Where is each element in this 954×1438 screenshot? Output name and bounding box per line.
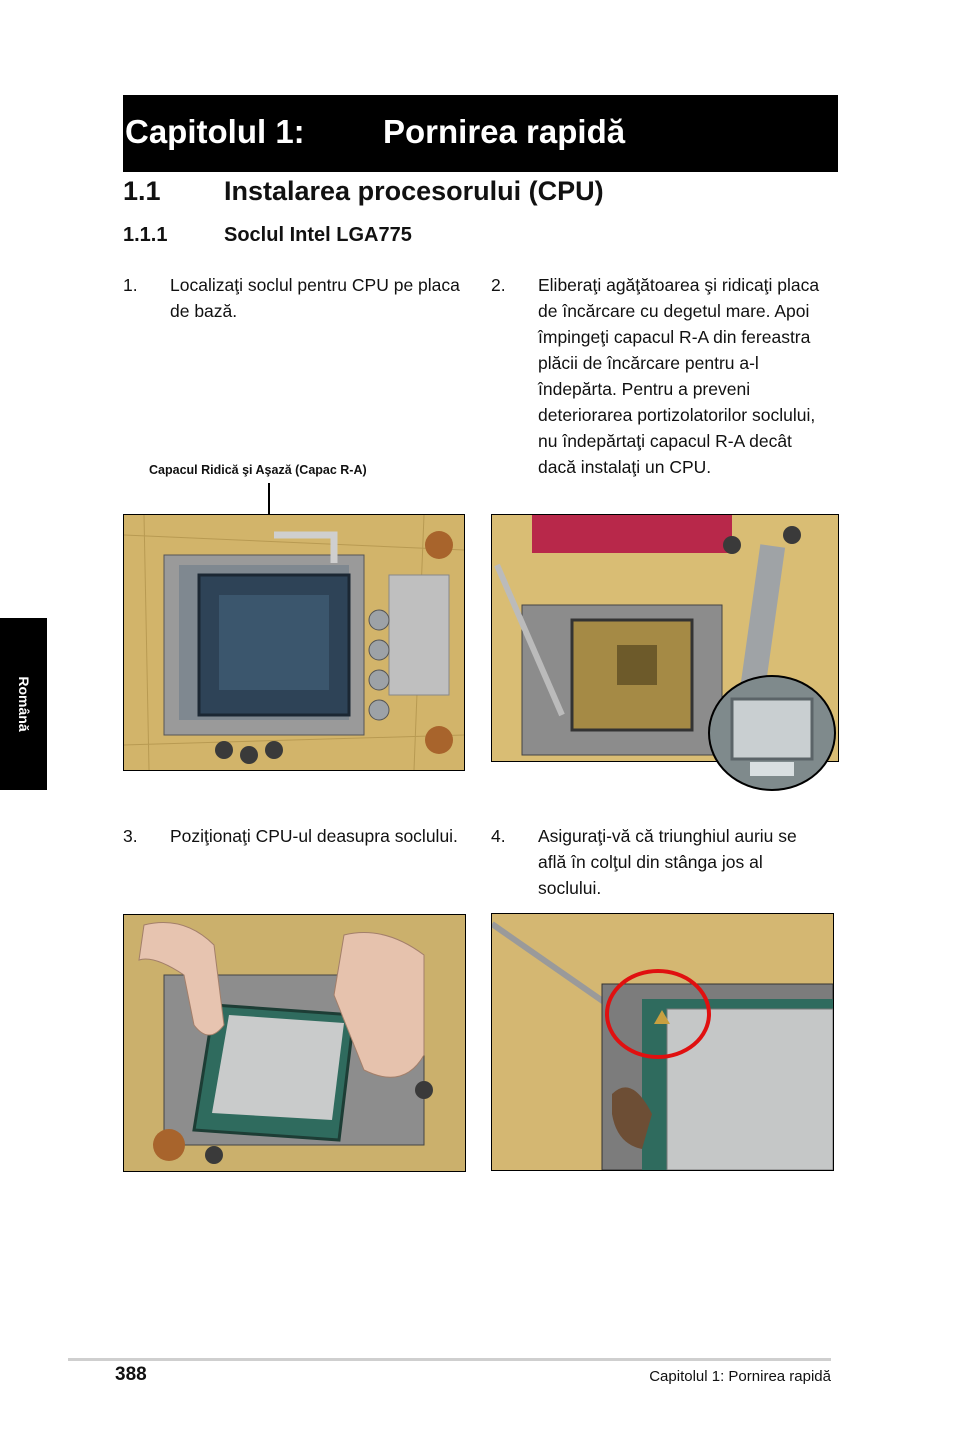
chapter-number: Capitolul 1: bbox=[125, 113, 305, 150]
subsection-title: Soclul Intel LGA775 bbox=[224, 224, 412, 246]
step-3-number: 3. bbox=[123, 826, 138, 846]
page-number: 388 bbox=[115, 1364, 147, 1385]
footer-chapter-title: Capitolul 1: Pornirea rapidă bbox=[649, 1368, 831, 1385]
photo-positioning-cpu bbox=[123, 914, 466, 1172]
subsection-number: 1.1.1 bbox=[123, 224, 168, 246]
photo-inset-cover-detail bbox=[708, 675, 836, 791]
step-4-text: Asiguraţi-vă că triunghiul auriu se află în colţul din stânga jos al soclului. bbox=[538, 826, 797, 898]
language-label: Română bbox=[15, 676, 32, 732]
section-title: Instalarea procesorului (CPU) bbox=[224, 176, 604, 206]
photo-triangle-corner bbox=[491, 913, 834, 1171]
photo-socket-with-cover bbox=[123, 514, 465, 771]
step-3-text: Poziţionaţi CPU-ul deasupra soclului. bbox=[170, 826, 458, 846]
step-1-text: Localizaţi soclul pentru CPU pe placa de bază. bbox=[170, 275, 460, 321]
footer-divider bbox=[68, 1358, 831, 1361]
step-2-text: Eliberaţi agăţătoarea şi ridicaţi placa de încărcare cu degetul mare. Apoi împingeţi capacul R-A din fereastra plăcii de încărcare pentru a-l îndepărta. Pentru a preveni deteriorarea portizolatorilor soclului, nu îndepărtaţi capacul R-A decât dacă instalaţi un CPU. bbox=[538, 275, 820, 477]
callout-label: Capacul Ridică şi Aşază (Capac R-A) bbox=[149, 463, 367, 477]
section-number: 1.1 bbox=[123, 176, 161, 206]
step-2-number: 2. bbox=[491, 275, 506, 295]
step-1-number: 1. bbox=[123, 275, 138, 295]
step-4-number: 4. bbox=[491, 826, 506, 846]
chapter-title: Pornirea rapidă bbox=[383, 113, 626, 150]
chapter-header bbox=[123, 95, 838, 172]
language-side-tab bbox=[0, 618, 47, 790]
